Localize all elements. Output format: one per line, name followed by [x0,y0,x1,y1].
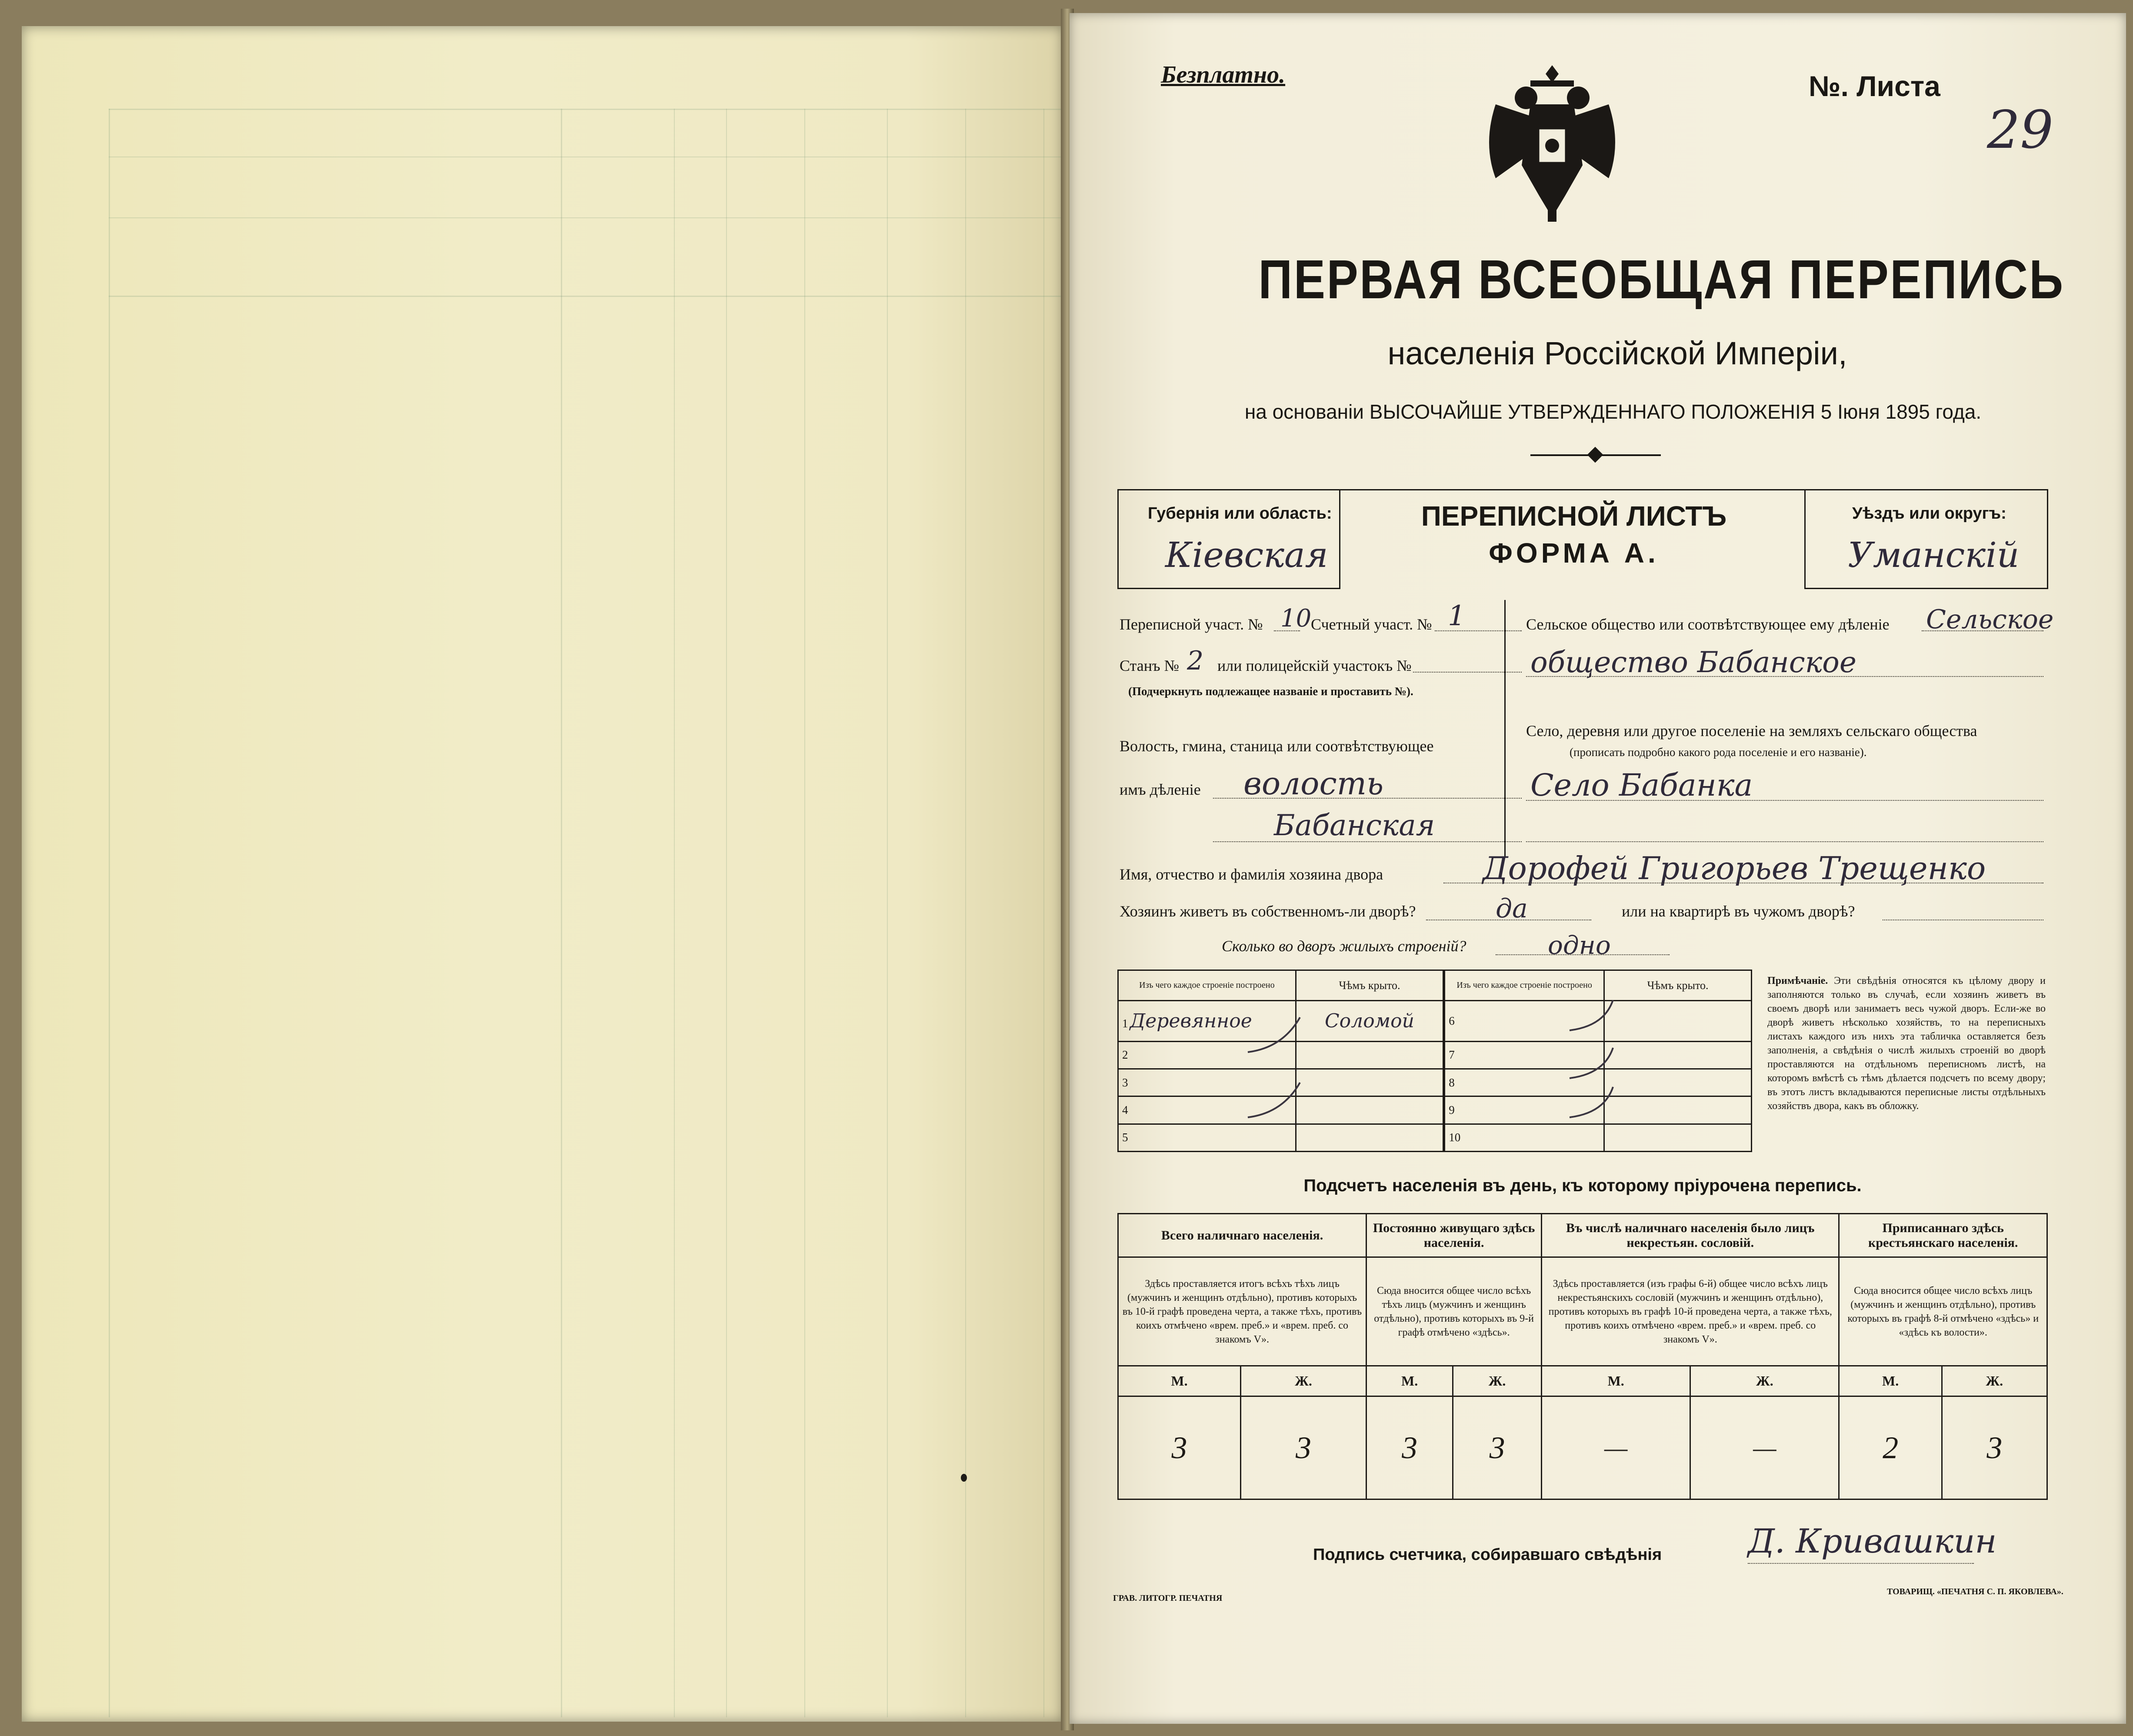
ink-dot [961,1474,967,1482]
community-value-2: общество Бабанское [1530,646,1856,679]
row-number: 7 [1449,1048,1455,1062]
desc-registered-peasant: Сюда вносится общее число всѣхъ лицъ (мужчинъ и женщинъ отдѣльно), противъ которыхъ въ графѣ 8-й отмѣчено «здѣсь» и «здѣсь къ волости». [1839,1257,2047,1366]
f-header: Ж. [1240,1366,1366,1396]
left-page [22,26,1063,1722]
census-district-label: Переписной участ. № [1120,616,1263,633]
province-value: Кіевская [1165,535,1328,575]
stan-label: Станъ № [1120,657,1179,674]
free-label: Безплатно. [1161,61,1286,88]
own-yard-value: да [1496,893,1528,924]
non-peasant-f: — [1690,1396,1839,1499]
f-header: Ж. [1942,1366,2047,1396]
col-total-present: Всего наличнаго населенія. [1118,1214,1366,1257]
form-title: ПЕРВАЯ ВСЕОБЩАЯ ПЕРЕПИСЬ [1258,249,2065,310]
row-number: 5 [1122,1131,1128,1144]
buildings-value: одно [1548,930,1611,960]
col-registered-peasant: Приписаннаго здѣсь крестьянскаго населенія. [1839,1214,2047,1257]
census-form-page [1070,13,2126,1724]
owner-value: Дорофей Григорьев Трещенко [1483,850,1986,886]
buildings-label: Сколько во дворъ жилыхъ строеній? [1222,937,1466,955]
volost-value-2: Бабанская [1274,809,1435,842]
desc-permanent: Сюда вносится общее число всѣхъ тѣхъ лицъ (мужчинъ и женщинъ отдѣльно), противъ которыхъ въ 9-й графѣ отмѣчено «здѣсь». [1366,1257,1542,1366]
county-value: Уманскій [1848,535,2020,575]
community-label: Сельское общество или соотвѣтствующее ему дѣленіе [1526,616,1890,633]
census-district-value: 10 [1280,604,1312,633]
total-present-m: 3 [1118,1396,1241,1499]
col-roof-header: Чѣмъ крыто. [1296,970,1444,1001]
province-label: Губернія или область: [1148,504,1332,523]
m-header: М. [1839,1366,1942,1396]
sheet-label-text: №. Листа [1809,70,1940,102]
row-number: 3 [1122,1076,1128,1089]
community-value: Сельское [1926,604,2054,635]
rent-label: или на квартирѣ въ чужомъ дворѣ? [1622,903,1855,920]
row-number: 4 [1122,1103,1128,1116]
village-value: Село Бабанка [1530,767,1753,803]
remark-note [1767,974,2046,1113]
row-number: 9 [1449,1103,1455,1116]
population-heading: Подсчетъ населенія въ день, къ которому пріурочена перепись. [1303,1176,1862,1195]
underline-note: (Подчеркнуть подлежащее названіе и проставить №). [1128,685,1413,698]
village-note: (прописать подробно какого рода поселеніе и его названіе). [1570,746,1867,759]
basis-line: на основаніи ВЫСОЧАЙШЕ УТВЕРЖДЕННАГО ПОЛОЖЕНІЯ 5 Іюня 1895 года. [1244,400,1982,423]
row-number: 1 [1122,1016,1128,1030]
form-sheet-title: ПЕРЕПИСНОЙ ЛИСТЪ [1421,500,1727,532]
row-number: 6 [1449,1014,1455,1027]
owner-label: Имя, отчество и фамилія хозяина двора [1120,866,1383,883]
m-header: М. [1118,1366,1241,1396]
non-peasant-m: — [1542,1396,1690,1499]
stan-value: 2 [1187,646,1204,676]
m-header: М. [1366,1366,1453,1396]
desc-total-present: Здѣсь проставляется итогъ всѣхъ тѣхъ лицъ (мужчинъ и женщинъ отдѣльно), противъ которыхъ въ 10-й графѣ проведена черта, а также тѣхъ, противъ коихъ отмѣчено «врем. преб.» и «врем. преб. со знакомъ V». [1118,1257,1366,1366]
form-subtitle: населенія Россійской Имперіи, [1387,335,1847,371]
empty-row-strokes [1117,1000,1752,1152]
col-non-peasant: Въ числѣ наличнаго населенія было лицъ некрестьян. сословій. [1542,1214,1839,1257]
imperial-eagle-emblem [1478,57,1626,226]
remark-heading: Примѣчаніе. [1767,975,1828,986]
registered-peasant-m: 2 [1839,1396,1942,1499]
field-column-divider [1504,600,1506,856]
police-district-label: или полицейскій участокъ № [1217,657,1412,674]
row-number: 2 [1122,1048,1128,1062]
permanent-f: 3 [1453,1396,1542,1499]
building-material: Деревянное [1130,1010,1252,1032]
col-permanent: Постоянно живущаго здѣсь населенія. [1366,1214,1542,1257]
volost-label-2: имъ дѣленіе [1120,781,1201,798]
row-number: 10 [1449,1131,1461,1144]
total-present-f: 3 [1240,1396,1366,1499]
signature-value: Д. Кривашкин [1748,1522,1997,1560]
count-district-value: 1 [1448,600,1466,632]
f-header: Ж. [1690,1366,1839,1396]
remark-text: Эти свѣдѣнія относятся къ цѣлому двору и заполняются только въ случаѣ, если хозяинъ живетъ въ своемъ дворѣ или занимаетъ весь чужой дворъ. Если-же во дворѣ живетъ нѣсколько хозяйствъ, то на переписныхъ листахъ каждого изъ нихъ эта табличка оставляется безъ заполненія, а свѣдѣнія о числѣ жилыхъ строеній во дворѣ проставляются на отдѣльномъ переписномъ листѣ, на которомъ вмѣстѣ съ тѣмъ дѣлается подсчетъ по всему двору; въ этотъ листъ вкладываются переписные листы отдѣльныхъ хозяйствъ двора, какъ въ обложку. [1767,975,2046,1112]
col-roof-header-2: Чѣмъ крыто. [1604,970,1752,1001]
sheet-number-label [1809,70,1940,103]
footer-right-imprint: ТОВАРИЩ. «ПЕЧАТНЯ С. П. ЯКОВЛЕВА». [1887,1587,2063,1596]
volost-value: волость [1243,765,1384,802]
building-roof: Соломой [1325,1010,1414,1032]
registered-peasant-f: 3 [1942,1396,2047,1499]
col-material-header: Изъ чего каждое строеніе построено [1118,970,1296,1001]
form-sheet-subtitle: ФОРМА А. [1489,537,1659,569]
permanent-m: 3 [1366,1396,1453,1499]
count-district-label: Счетный участ. № [1311,616,1432,633]
own-yard-label: Хозяинъ живетъ въ собственномъ-ли дворѣ? [1120,903,1416,920]
footer-left-imprint: ГРАВ. ЛИТОГР. ПЕЧАТНЯ [1113,1593,1223,1603]
volost-label: Волость, гмина, станица или соотвѣтствующее [1120,737,1434,755]
county-label: Уѣздъ или округъ: [1852,504,2006,523]
m-header: М. [1542,1366,1690,1396]
signature-label: Подпись счетчика, собиравшаго свѣдѣнія [1313,1546,1662,1564]
population-table [1117,1213,2048,1500]
row-number: 8 [1449,1076,1455,1089]
village-label: Село, деревня или другое поселеніе на земляхъ сельскаго общества [1526,722,1977,740]
ornament-center [1587,447,1603,463]
f-header: Ж. [1453,1366,1542,1396]
col-material-header-2: Изъ чего каждое строеніе построено [1444,970,1604,1001]
desc-non-peasant: Здѣсь проставляется (изъ графы 6-й) общее число всѣхъ лицъ некрестьянскихъ сословій (мужчинъ и женщинъ отдѣльно), противъ которыхъ въ графѣ 10-й проведена черта, а также тѣхъ, противъ коихъ отмѣчено «врем. преб.» и «врем. преб. со знакомъ V». [1542,1257,1839,1366]
sheet-number-handwritten: 29 [1987,100,2053,160]
